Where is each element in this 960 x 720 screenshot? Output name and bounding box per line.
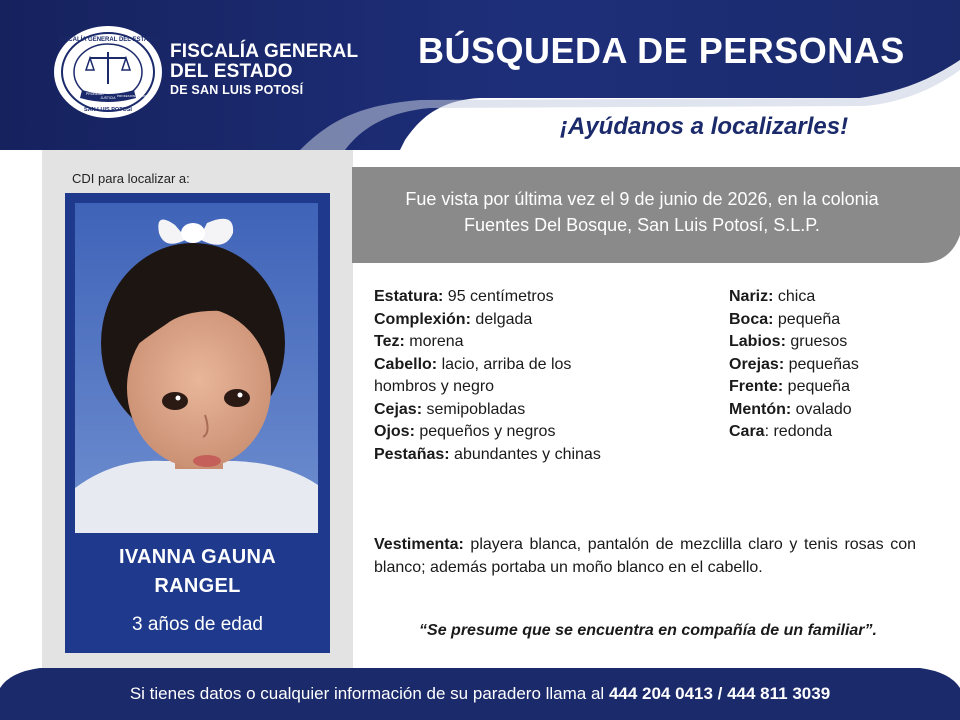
page-title: BÚSQUEDA DE PERSONAS <box>418 30 905 71</box>
trait-value: morena <box>404 333 464 350</box>
physical-traits-left <box>374 286 674 466</box>
trait-eyebrows <box>374 399 674 422</box>
trait-label: Labios: <box>729 333 786 350</box>
trait-value: lacio, arriba de los hombros y negro <box>374 355 572 395</box>
trait-chin <box>729 399 929 422</box>
trait-value: gruesos <box>785 333 848 350</box>
seal-text-ribbon-center: JUSTICIA <box>100 96 116 100</box>
person-name <box>65 543 330 601</box>
state-attorney-seal-icon <box>52 24 164 120</box>
trait-lips <box>729 331 929 354</box>
trait-label: Pestañas: <box>374 445 450 463</box>
contact-text: Si tienes datos o cualquier información de su paradero llama al <box>129 684 609 703</box>
trait-value: 95 centímetros <box>443 288 554 305</box>
trait-value: pequeñas <box>784 355 859 373</box>
trait-value: delgada <box>470 310 533 328</box>
trait-label: Cejas: <box>374 400 423 418</box>
trait-skin <box>374 331 674 354</box>
trait-value: : redonda <box>764 423 833 440</box>
companion-note: “Se presume que se encuentra en compañía de un familiar”. <box>419 622 877 639</box>
trait-value: pequeña <box>773 310 841 328</box>
trait-nose <box>729 286 929 309</box>
trait-mouth <box>729 309 929 332</box>
trait-hair <box>374 354 614 399</box>
trait-ears <box>729 354 929 377</box>
clothing-description <box>374 534 916 579</box>
person-name-line-1: IVANNA GAUNA <box>119 546 276 568</box>
person-age: 3 años de edad <box>131 614 263 635</box>
clothing-value: playera blanca, pantalón de mezclilla claro y tenis rosas con blanco; además portaba un moño blanco en el cabello. <box>374 536 916 576</box>
child-photo <box>75 203 318 533</box>
help-tagline: ¡Ayúdanos a localizarles! <box>560 113 849 140</box>
last-seen-text: Fue vista por última vez el 9 de junio de 2026, en la colonia Fuentes Del Bosque, San Luis Potosí, S.L.P. <box>405 189 879 235</box>
contact-footer <box>0 684 960 704</box>
trait-label: Cara <box>729 423 765 440</box>
trait-label: Mentón: <box>729 400 792 418</box>
trait-eyelashes <box>374 444 674 467</box>
seal-text-top: FISCALÍA GENERAL DEL ESTADO <box>58 37 158 43</box>
trait-label: Cabello: <box>374 355 438 373</box>
org-line-1: FISCALÍA GENERAL <box>170 41 359 62</box>
clothing-label: Vestimenta: <box>374 536 464 553</box>
physical-traits-right <box>729 286 929 444</box>
organization-name <box>170 42 358 98</box>
trait-build <box>374 309 674 332</box>
trait-forehead <box>729 376 929 399</box>
trait-value: ovalado <box>791 400 852 418</box>
trait-eyes <box>374 421 674 444</box>
trait-face <box>729 421 929 444</box>
trait-value: pequeños y negros <box>414 423 556 440</box>
org-line-2: DEL ESTADO <box>170 61 293 82</box>
contact-phones: 444 204 0413 / 444 811 3039 <box>608 684 831 703</box>
trait-value: pequeña <box>783 378 850 395</box>
trait-label: Nariz: <box>729 288 774 305</box>
trait-label: Tez: <box>374 333 405 350</box>
trait-label: Boca: <box>729 310 774 328</box>
trait-label: Orejas: <box>729 355 785 373</box>
trait-value: abundantes y chinas <box>449 445 601 463</box>
trait-label: Ojos: <box>374 423 415 440</box>
cdi-label: CDI para localizar a: <box>72 171 190 186</box>
trait-label: Estatura: <box>374 288 444 305</box>
trait-height <box>374 286 674 309</box>
trait-label: Complexión: <box>374 310 471 328</box>
trait-label: Frente: <box>729 378 784 395</box>
trait-value: semipobladas <box>422 400 526 418</box>
seal-text-bottom: SAN LUIS POTOSÍ <box>84 107 132 113</box>
person-name-line-2: RANGEL <box>154 575 241 597</box>
seal-text-ribbon-left: PROBIDAD <box>86 92 104 96</box>
seal-text-ribbon-right: PROFESIONALISMO <box>117 94 147 98</box>
trait-value: chica <box>773 288 816 305</box>
org-line-3: DE SAN LUIS POTOSÍ <box>170 83 304 97</box>
